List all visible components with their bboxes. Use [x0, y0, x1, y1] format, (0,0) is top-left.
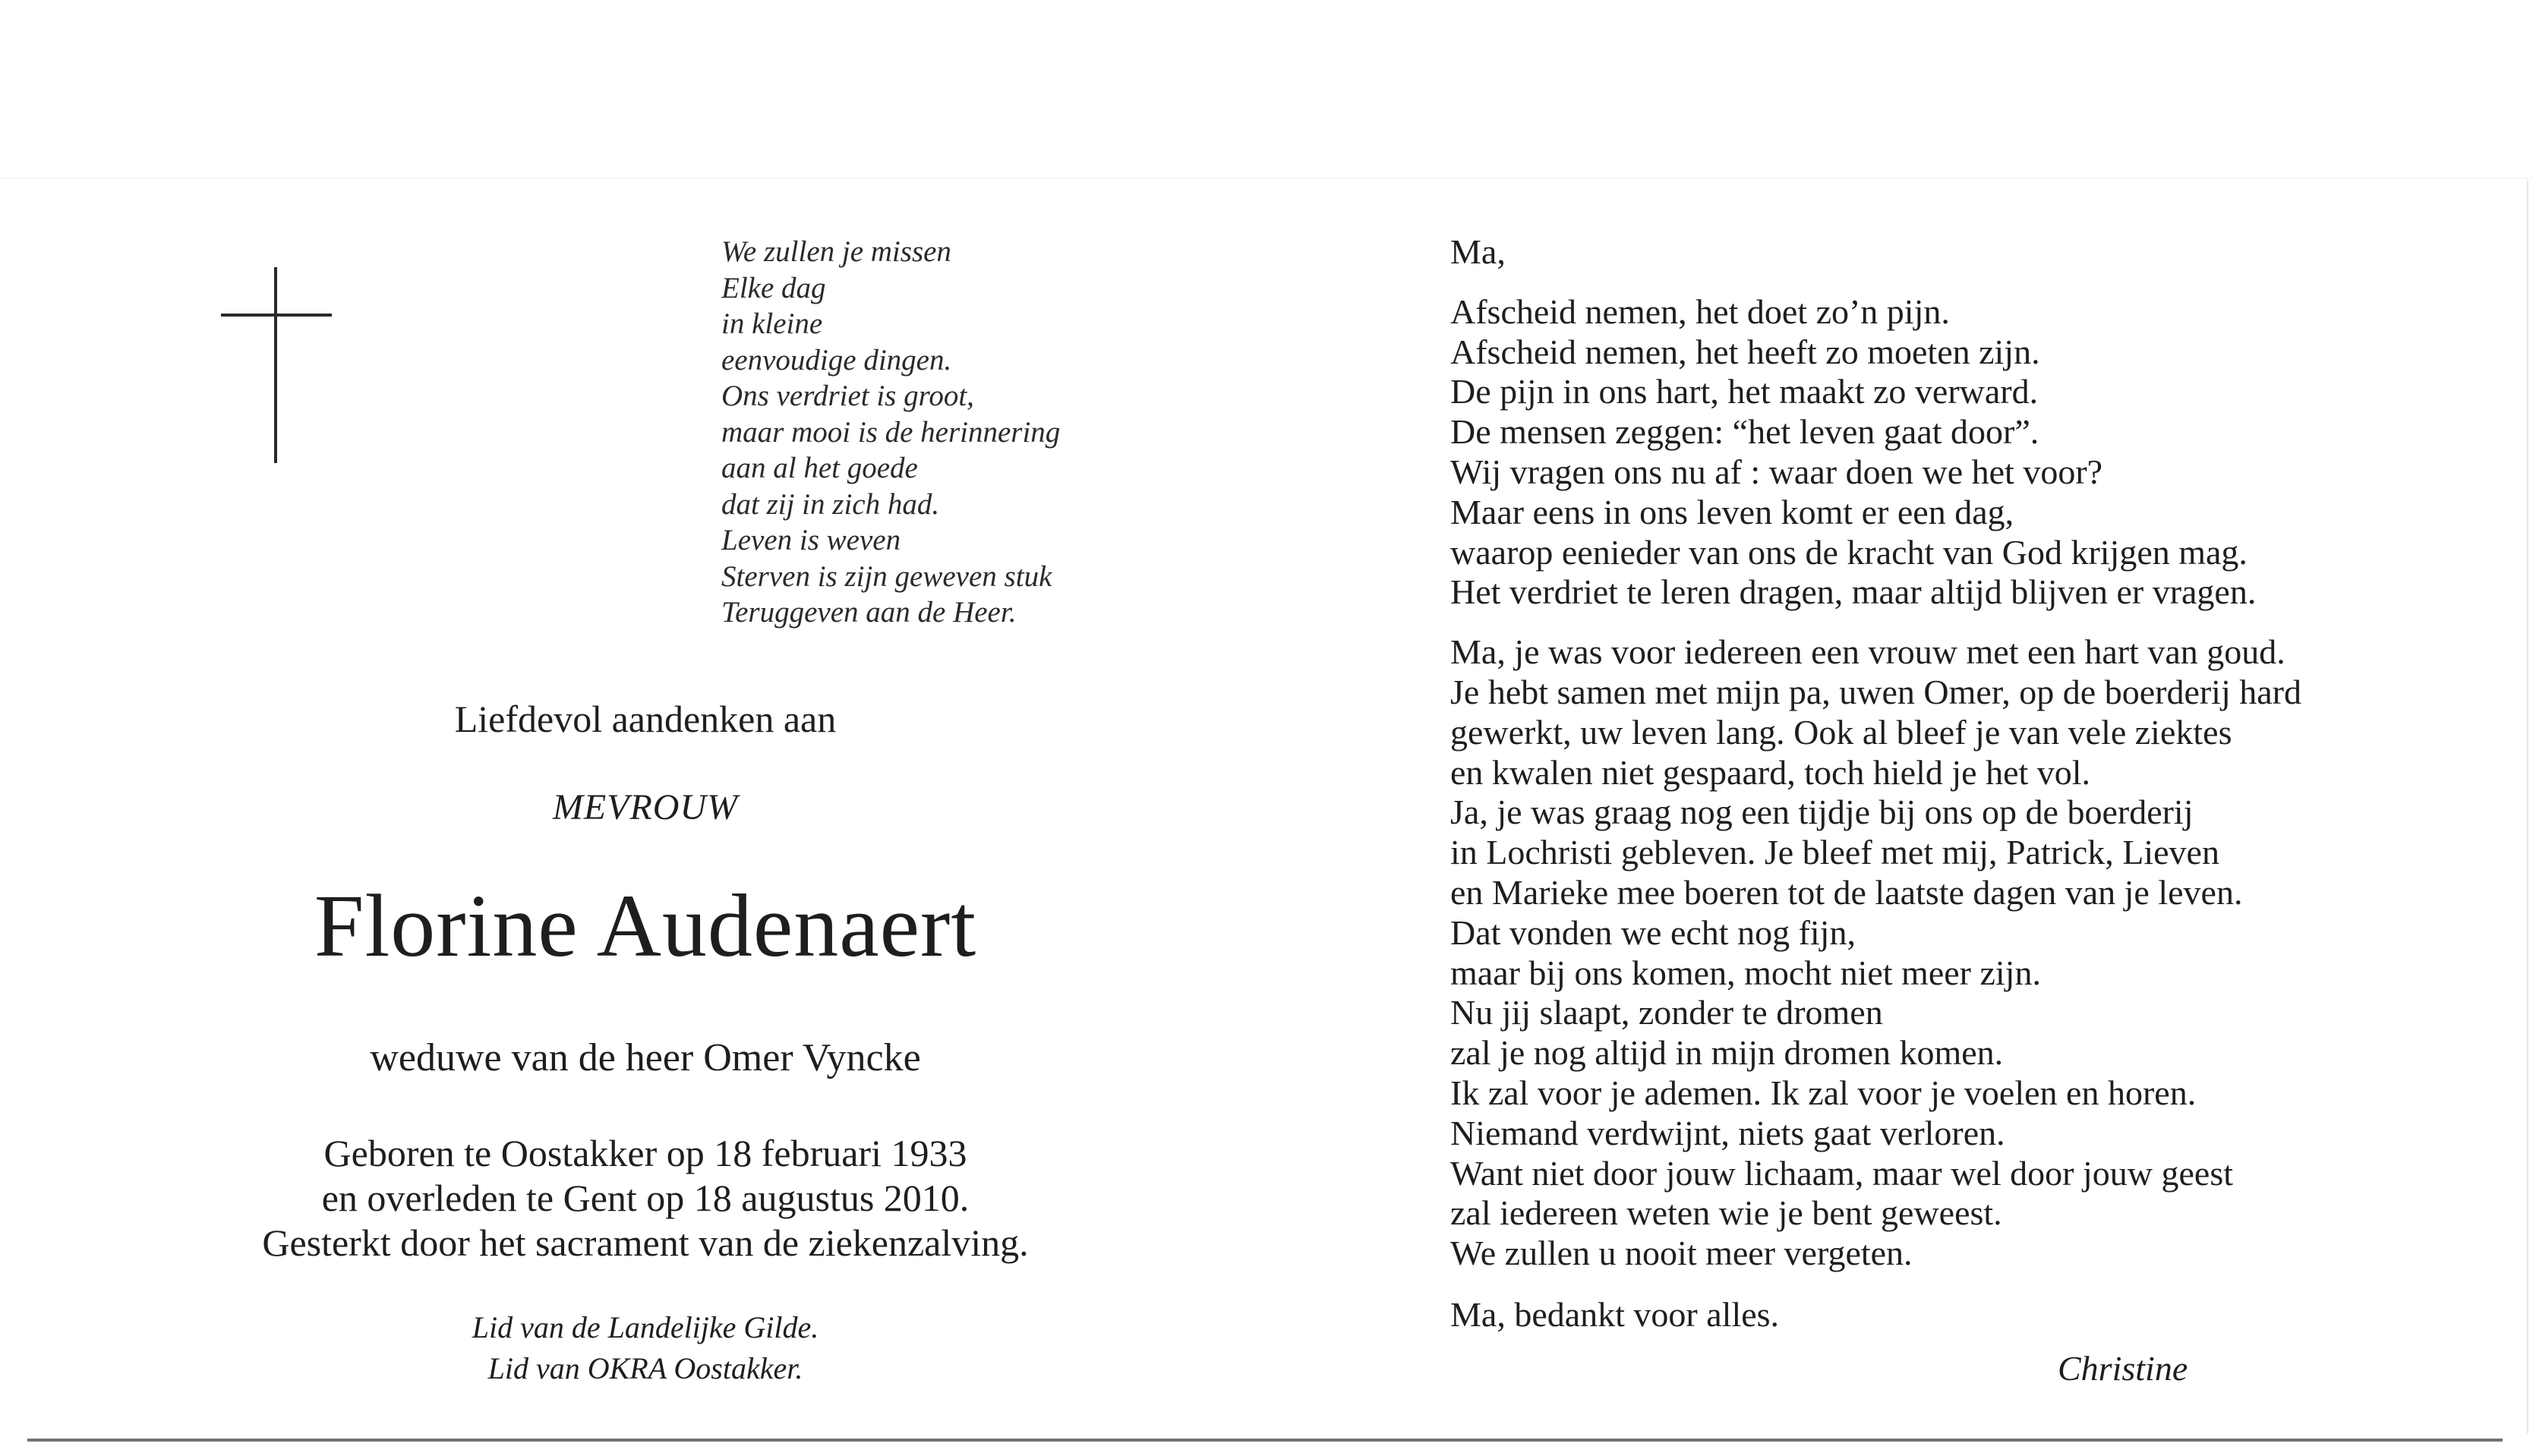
letter-line: De mensen zeggen: “het leven gaat door”. — [1450, 412, 2039, 452]
life-line: en overleden te Gent op 18 augustus 2010. — [321, 1177, 970, 1219]
letter-line: en Marieke mee boeren tot de laatste dagen van je leven. — [1450, 872, 2243, 912]
letter-signature: Christine — [2058, 1349, 2188, 1388]
letter-line: Want niet door jouw lichaam, maar wel door jouw geest — [1450, 1153, 2234, 1193]
poem-line: Elke dag — [721, 271, 826, 304]
poem-line: maar mooi is de herinnering — [721, 415, 1061, 449]
honorific: MEVROUW — [552, 787, 739, 827]
letter-line: Afscheid nemen, het heeft zo moeten zijn. — [1450, 332, 2040, 371]
letter-line: Je hebt samen met mijn pa, uwen Omer, op de boerderij hard — [1450, 672, 2301, 711]
letter-greeting: Ma, — [1450, 232, 1506, 271]
poem-line: in kleine — [721, 307, 823, 340]
poem — [721, 234, 1192, 631]
letter-line: en kwalen niet gespaard, toch hield je het vol. — [1450, 752, 2091, 792]
letter-line: We zullen u nooit meer vergeten. — [1450, 1234, 1913, 1273]
letter-line: Ja, je was graag nog een tijdje bij ons op de boerderij — [1450, 793, 2194, 832]
memorial-intro: Liefdevol aandenken aan — [454, 698, 837, 740]
membership-line: Lid van de Landelijke Gilde. — [472, 1310, 819, 1344]
life-details — [152, 1131, 1139, 1265]
letter-line: in Lochristi gebleven. Je bleef met mij, Patrick, Lieven — [1450, 833, 2219, 872]
life-line: Geboren te Oostakker op 18 februari 1933 — [323, 1132, 967, 1174]
poem-line: We zullen je missen — [721, 235, 951, 268]
widow-of: weduwe van de heer Omer Vyncke — [370, 1036, 921, 1079]
letter-closing: Ma, bedankt voor alles. — [1450, 1294, 1780, 1334]
poem-line: Ons verdriet is groot, — [721, 380, 974, 412]
letter-stanza-2 — [1450, 632, 2513, 1274]
poem-line: eenvoudige dingen. — [721, 343, 952, 377]
letter-line: zal je nog altijd in mijn dromen komen. — [1450, 1033, 2004, 1073]
cross-icon — [274, 267, 277, 463]
life-line: Gesterkt door het sacrament van de ziekenzalving. — [262, 1221, 1029, 1264]
letter-line: Ik zal voor je ademen. Ik zal voor je voelen en horen. — [1450, 1073, 2197, 1112]
card-bottom-edge — [27, 1439, 2503, 1442]
letter-line: waarop eenieder van ons de kracht van God krijgen mag. — [1450, 532, 2248, 572]
letter-line: Nu jij slaapt, zonder te dromen — [1450, 993, 1883, 1032]
letter-line: De pijn in ons hart, het maakt zo verward. — [1450, 372, 2039, 411]
letter-line: Maar eens in ons leven komt er een dag, — [1450, 492, 2014, 531]
poem-line: dat zij in zich had. — [721, 487, 940, 521]
poem-line: aan al het goede — [721, 452, 918, 484]
letter-line: Ma, je was voor iedereen een vrouw met een hart van goud. — [1450, 632, 2285, 672]
letter-stanza-1 — [1450, 292, 2513, 613]
letter — [1450, 232, 2513, 1335]
poem-line: Sterven is zijn geweven stuk — [721, 559, 1052, 593]
letter-line: zal iedereen weten wie je bent geweest. — [1450, 1193, 2002, 1233]
letter-line: Dat vonden we echt nog fijn, — [1450, 912, 1856, 952]
membership-line: Lid van OKRA Oostakker. — [487, 1351, 803, 1385]
letter-line: gewerkt, uw leven lang. Ook al bleef je van vele ziektes — [1450, 712, 2232, 752]
deceased-name: Florine Audenaert — [314, 876, 977, 975]
poem-line: Leven is weven — [721, 524, 901, 556]
letter-line: Het verdriet te leren dragen, maar altijd blijven er vragen. — [1450, 572, 2257, 612]
letter-line: maar bij ons komen, mocht niet meer zijn. — [1450, 953, 2041, 992]
letter-line: Wij vragen ons nu af : waar doen we het voor? — [1450, 452, 2103, 491]
poem-line: Teruggeven aan de Heer. — [721, 596, 1017, 629]
letter-line: Niemand verdwijnt, niets gaat verloren. — [1450, 1113, 2005, 1152]
cross-icon-bar — [221, 314, 332, 317]
memberships — [228, 1307, 1063, 1389]
letter-line: Afscheid nemen, het doet zo’n pijn. — [1450, 292, 1950, 331]
